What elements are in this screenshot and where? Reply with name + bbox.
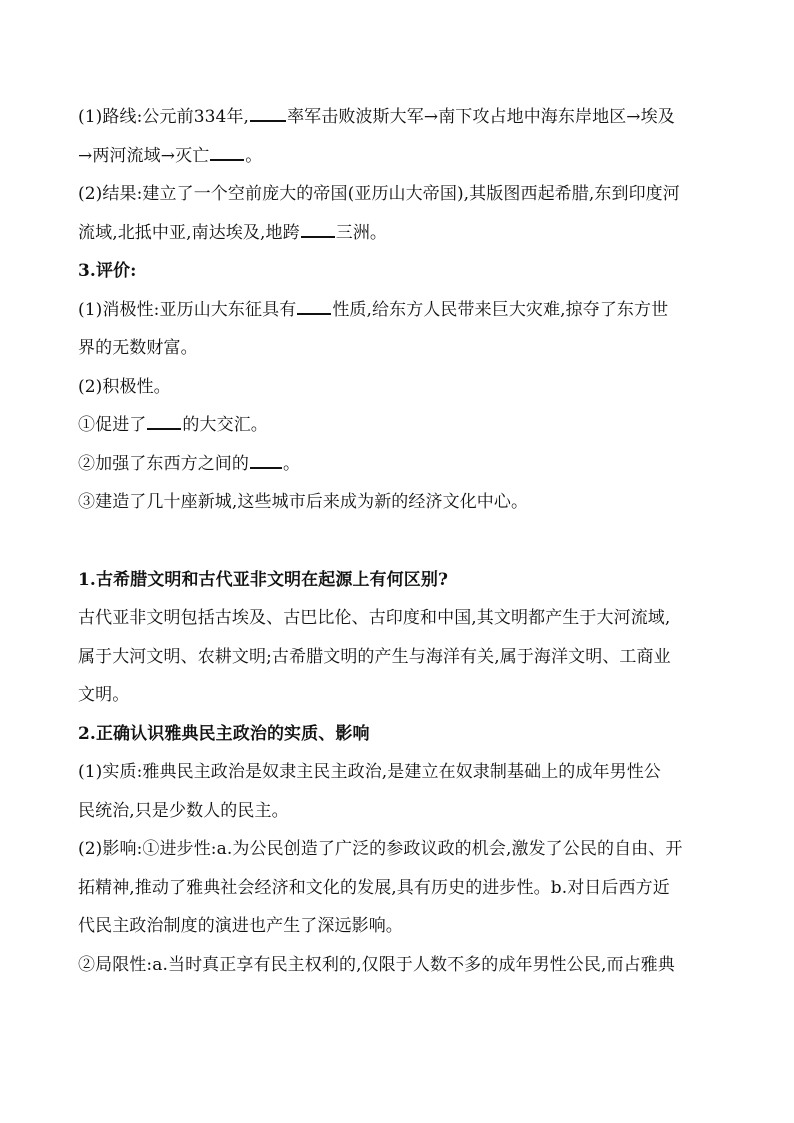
route-line xyxy=(78,98,723,137)
document-page xyxy=(78,98,723,984)
route-text-start: →两河流域→灭亡 xyxy=(78,145,210,166)
negative-line xyxy=(78,291,723,330)
route-line-continued xyxy=(78,137,723,176)
result-line-continued xyxy=(78,214,723,253)
question-2-answer-line: (2)影响:①进步性:a.为公民创造了广泛的参政议政的机会,激发了公民的自由、开 xyxy=(78,839,683,859)
section-gap xyxy=(78,522,723,561)
fill-in-blank xyxy=(250,452,282,469)
fill-in-blank xyxy=(297,298,331,315)
item-text-start: ①促进了 xyxy=(78,415,147,435)
negative-text-start: (1)消极性:亚历山大东征具有 xyxy=(78,299,297,320)
fill-in-blank xyxy=(301,221,335,238)
item-text-end: 。 xyxy=(283,453,301,474)
result-text-start: 流域,北抵中亚,南达埃及,地跨 xyxy=(78,222,300,243)
result-line: (2)结果:建立了一个空前庞大的帝国(亚历山大帝国),其版图西起希腊,东到印度河 xyxy=(78,184,680,204)
question-1-answer-line: 属于大河文明、农耕文明;古希腊文明的产生与海洋有关,属于海洋文明、工商业 xyxy=(78,646,671,667)
positive-heading: (2)积极性。 xyxy=(78,376,171,397)
negative-text-end: 性质,给东方人民带来巨大灾难,掠夺了东方世 xyxy=(332,299,669,320)
evaluation-heading: 3.评价: xyxy=(78,261,137,281)
question-2-answer-line: (1)实质:雅典民主政治是奴隶主民主政治,是建立在奴隶制基础上的成年男性公 xyxy=(78,762,661,782)
question-1-answer-line: 古代亚非文明包括古埃及、古巴比伦、古印度和中国,其文明都产生于大河流域, xyxy=(78,608,671,628)
positive-item-1 xyxy=(78,406,723,445)
fill-in-blank xyxy=(147,413,181,430)
question-2-answer-line: ②局限性:a.当时真正享有民主权利的,仅限于人数不多的成年男性公民,而占雅典 xyxy=(78,954,675,975)
item-text-end: 的大交汇。 xyxy=(182,415,268,435)
fill-in-blank xyxy=(210,144,244,161)
question-2-heading: 2.正确认识雅典民主政治的实质、影响 xyxy=(78,723,370,744)
positive-item-2 xyxy=(78,445,723,484)
route-text-start: (1)路线:公元前334年, xyxy=(78,107,250,127)
question-2-answer-line: 拓精神,推动了雅典社会经济和文化的发展,具有历史的进步性。b.对日后西方近 xyxy=(78,877,670,898)
route-text-end: 。 xyxy=(245,145,263,166)
result-text-end: 三洲。 xyxy=(335,222,388,243)
negative-line-continued: 界的无数财富。 xyxy=(78,338,198,358)
question-1-heading: 1.古希腊文明和古代亚非文明在起源上有何区别? xyxy=(78,569,449,590)
item-text-start: ②加强了东西方之间的 xyxy=(78,453,249,474)
question-2-answer-line: 代民主政治制度的演进也产生了深远影响。 xyxy=(78,916,403,936)
question-2-answer-line: 民统治,只是少数人的民主。 xyxy=(78,800,289,821)
route-text-end: 率军击败波斯大军→南下攻占地中海东岸地区→埃及 xyxy=(287,107,675,127)
question-1-answer-line: 文明。 xyxy=(78,685,130,705)
positive-item-3: ③建造了几十座新城,这些城市后来成为新的经济文化中心。 xyxy=(78,492,529,512)
fill-in-blank xyxy=(250,105,286,122)
